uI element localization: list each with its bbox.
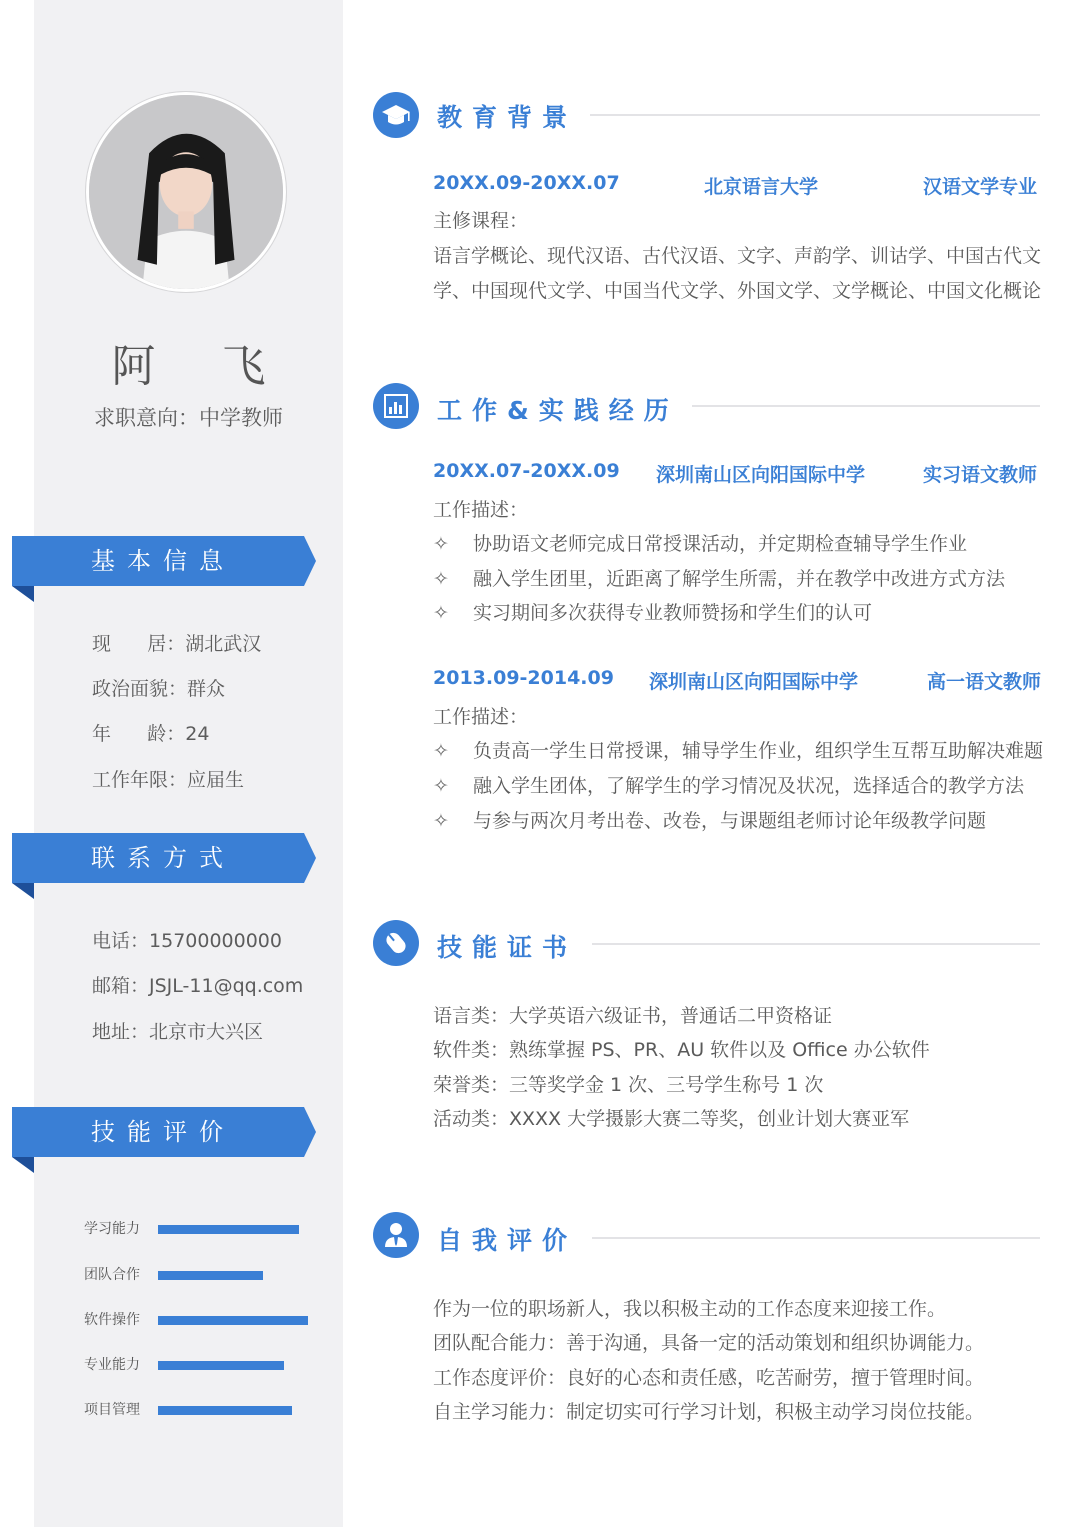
skill-row [84,1219,324,1239]
skill-label: 专业能力 [84,1357,140,1373]
person-name: 阿 飞 [111,341,292,392]
skills-title: 技能评价 [91,1118,235,1146]
section-divider [692,405,1040,407]
job-role: 实习语文教师 [922,464,1037,486]
job-bullet: ✧ 实习期间多次获得专业教师赞扬和学生们的认可 [433,602,873,624]
certs-title: 技能证书 [437,933,578,962]
work-title: 工作&实践经历 [437,396,679,425]
mouse-icon [373,920,419,966]
skill-label: 项目管理 [84,1402,140,1418]
education-major: 汉语文学专业 [922,176,1037,198]
section-divider [592,943,1040,945]
bar-chart-icon [373,383,419,429]
skill-bar [158,1271,263,1280]
job-desc-label: 工作描述： [433,706,529,728]
contact-email: 邮箱：JSJL-11@qq.com [92,975,304,997]
self-line: 团队配合能力：善于沟通，具备一定的活动策划和组织协调能力。 [433,1332,985,1354]
education-header [433,172,1041,198]
contact-heading [12,833,316,883]
job-bullet: ✧ 融入学生团里，近距离了解学生所需，并在教学中改进方式方法 [433,568,1006,590]
courses-line: 学、中国现代文学、中国当代文学、外国文学、文学概论、中国文化概论 [433,280,1042,302]
skill-bar [158,1406,292,1415]
job-bullet: ✧ 协助语文老师完成日常授课活动，并定期检查辅导学生作业 [433,533,968,555]
info-age: 年 龄：24 [92,723,210,745]
job-period: 2013.09-2014.09 [433,667,614,689]
education-school: 北京语言大学 [704,176,819,198]
courses-line: 语言学概论、现代汉语、古代汉语、文字、声韵学、训诂学、中国古代文 [433,245,1042,267]
info-work-years: 工作年限：应届生 [92,769,245,791]
job-bullet: ✧ 融入学生团体，了解学生的学习情况及状况，选择适合的教学方法 [433,775,1025,797]
job-header [433,460,1041,486]
job-objective: 求职意向：中学教师 [94,406,283,430]
self-line: 自主学习能力：制定切实可行学习计划，积极主动学习岗位技能。 [433,1401,985,1423]
basic-info-title: 基本信息 [91,547,235,575]
contact-phone: 电话：15700000000 [92,930,282,952]
skill-bar [158,1225,299,1234]
job-desc-label: 工作描述： [433,499,529,521]
education-title: 教育背景 [437,103,578,132]
skill-row [84,1265,324,1285]
contact-title: 联系方式 [91,844,235,872]
job-period: 20XX.07-20XX.09 [433,460,620,482]
skill-row [84,1310,324,1330]
courses-label: 主修课程： [433,210,529,232]
job-org: 深圳南山区向阳国际中学 [656,464,866,486]
job-bullet: ✧ 与参与两次月考出卷、改卷，与课题组老师讨论年级教学问题 [433,810,987,832]
section-divider [592,1237,1040,1239]
info-political-status: 政治面貌：群众 [92,678,226,700]
job-header [433,667,1041,693]
job-org: 深圳南山区向阳国际中学 [649,671,859,693]
person-icon [373,1212,419,1258]
basic-info-heading [12,536,316,586]
job-bullet: ✧ 负责高一学生日常授课，辅导学生作业，组织学生互帮互助解决难题 [433,740,1044,762]
section-divider [590,114,1040,116]
cert-line: 软件类：熟练掌握 PS、PR、AU 软件以及 Office 办公软件 [433,1039,930,1061]
info-residence: 现 居：湖北武汉 [92,633,262,655]
cert-line: 活动类：XXXX 大学摄影大赛二等奖，创业计划大赛亚军 [433,1108,910,1130]
self-title: 自我评价 [437,1226,578,1255]
skill-row [84,1400,324,1420]
cert-line: 荣誉类：三等奖学金 1 次、三号学生称号 1 次 [433,1074,824,1096]
self-line: 工作态度评价：良好的心态和责任感，吃苦耐劳，擅于管理时间。 [433,1367,985,1389]
cert-line: 语言类：大学英语六级证书，普通话二甲资格证 [433,1005,833,1027]
job-role: 高一语文教师 [926,671,1041,693]
skill-label: 软件操作 [84,1312,140,1328]
self-line: 作为一位的职场新人，我以积极主动的工作态度来迎接工作。 [433,1298,947,1320]
skill-label: 学习能力 [84,1221,140,1237]
skill-bar [158,1316,308,1325]
graduation-cap-icon [373,92,419,138]
skill-label: 团队合作 [84,1267,140,1283]
profile-photo [86,92,286,292]
skill-row [84,1355,324,1375]
skill-bar [158,1361,284,1370]
contact-address: 地址：北京市大兴区 [92,1021,264,1043]
education-period: 20XX.09-20XX.07 [433,172,620,194]
skills-heading [12,1107,316,1157]
